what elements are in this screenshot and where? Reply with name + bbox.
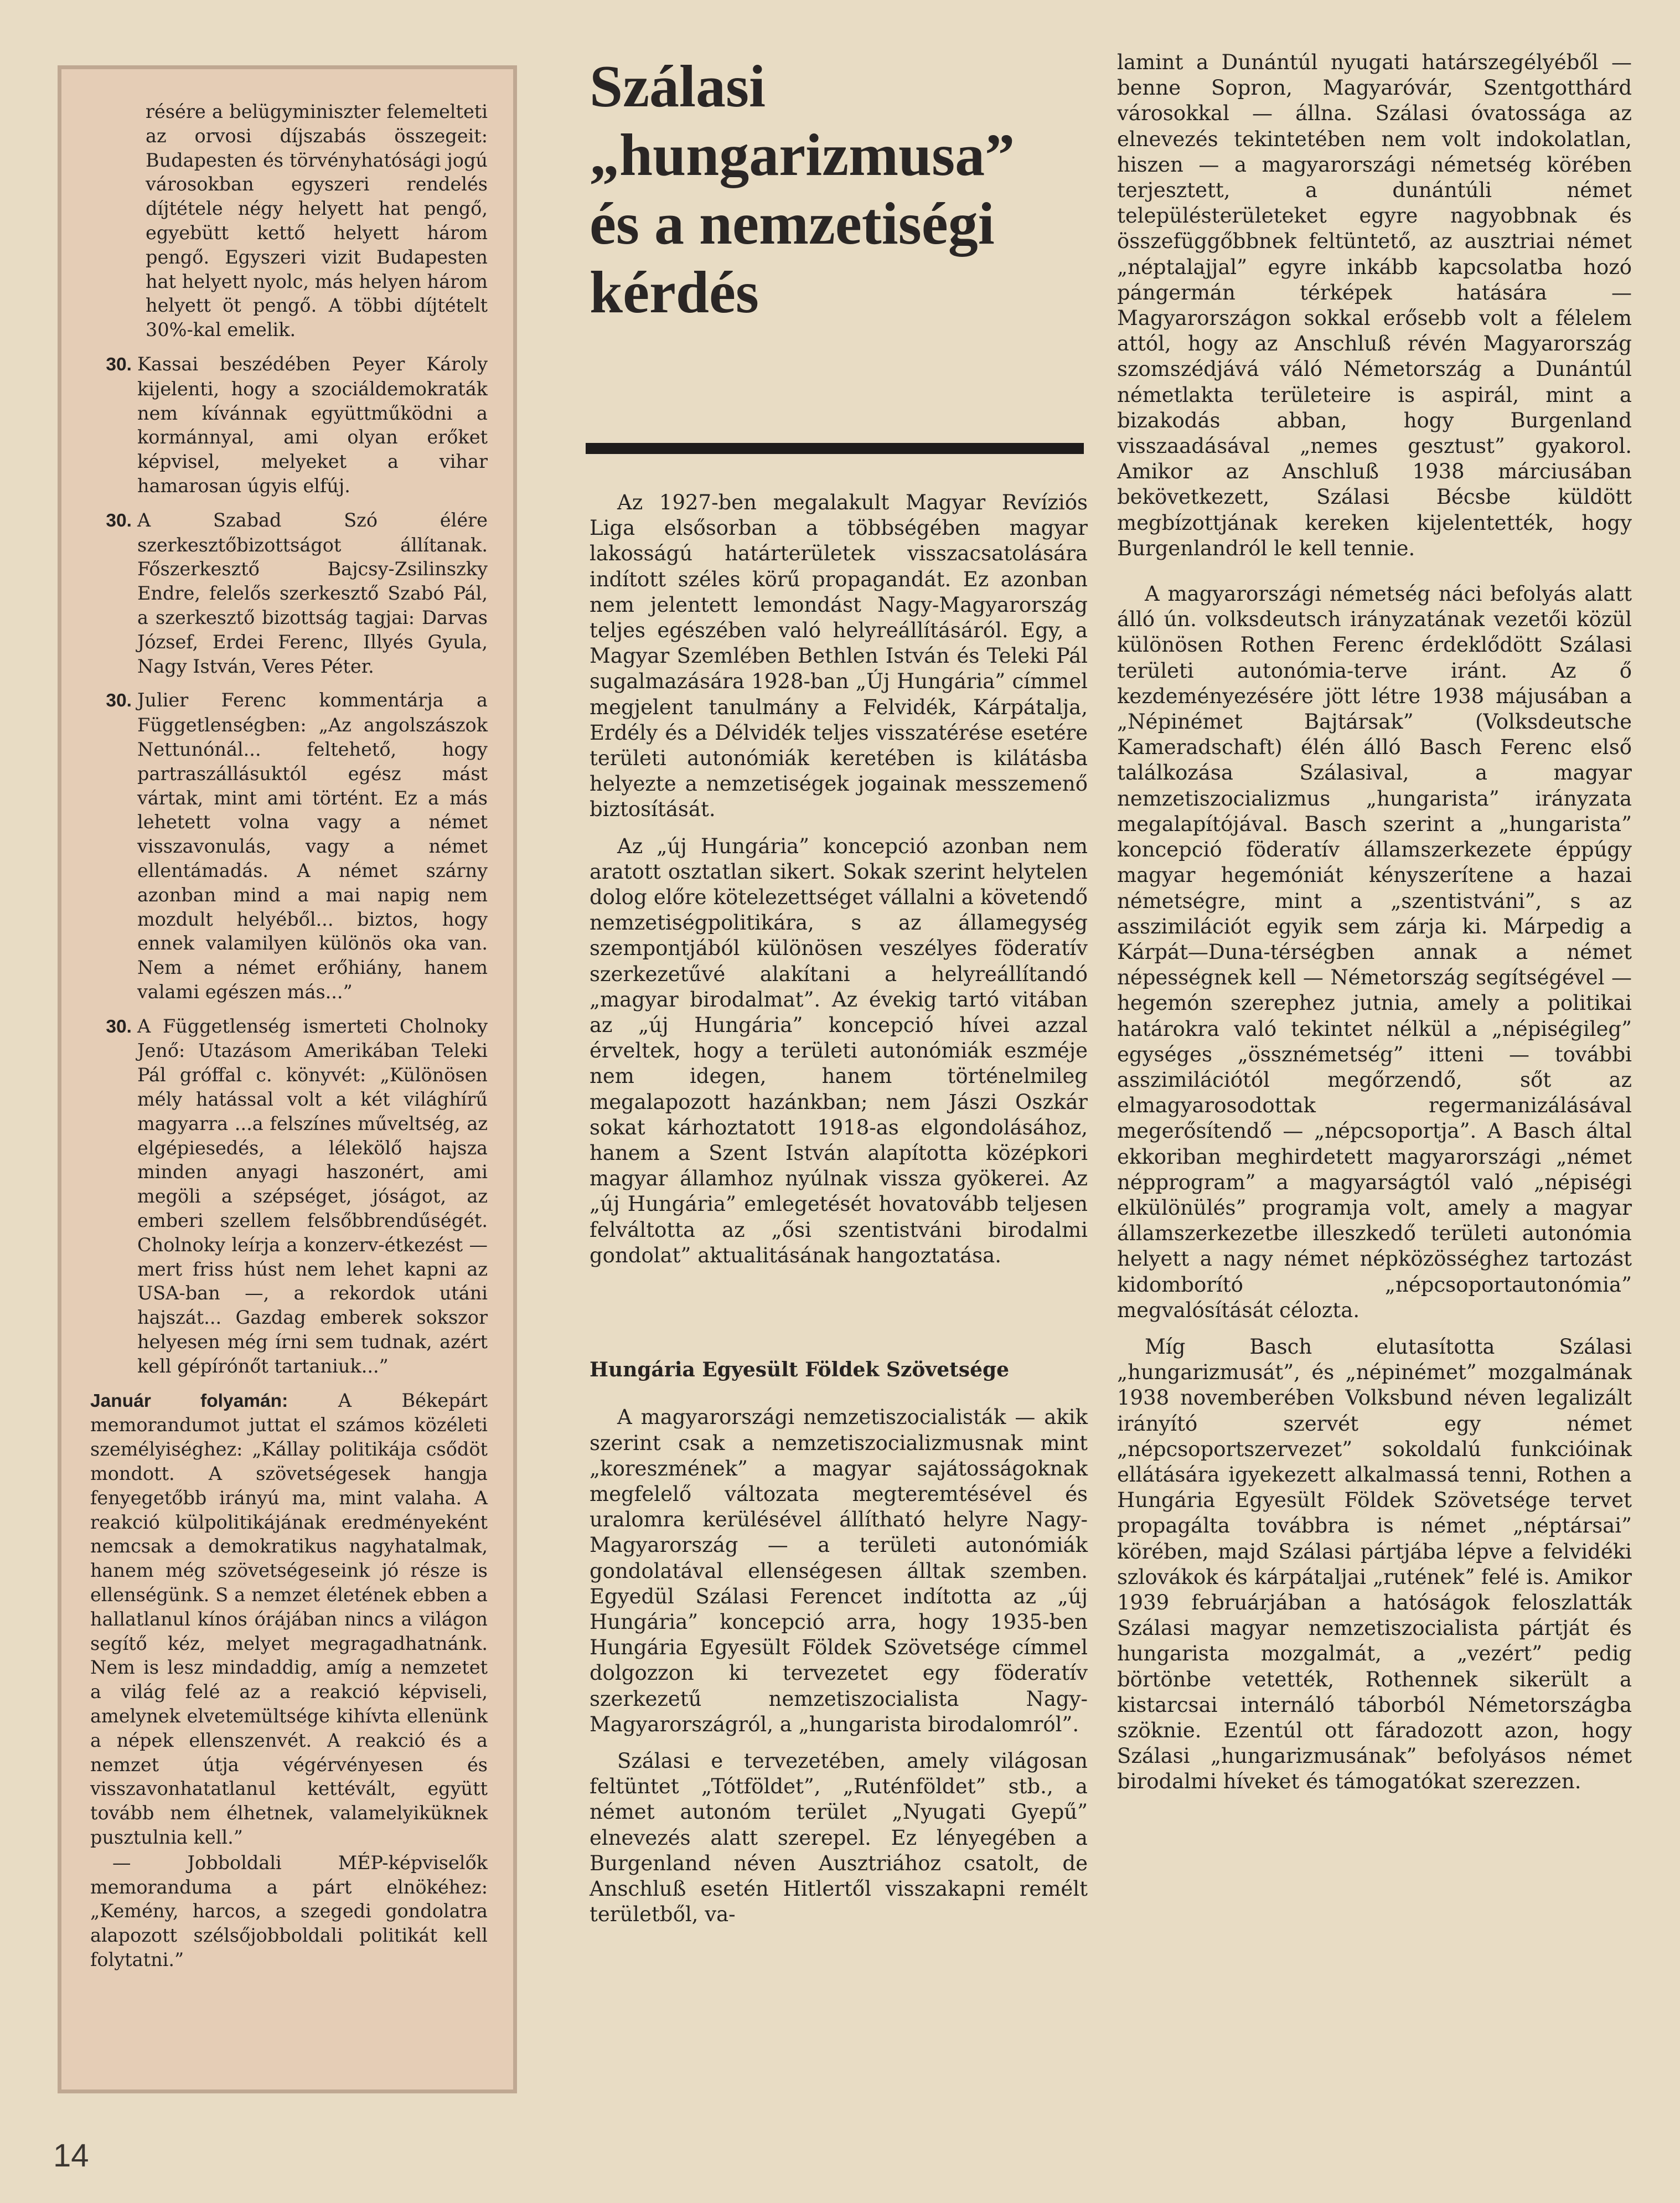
article-column-right bbox=[1117, 50, 1632, 1806]
entry-text: Julier Ferenc kommentárja a Függetlenségben: „Az angolszászok Nettunónál... feltehető, hogy partraszállásuktól egész mást vártak, mint ami történt. Ez a más lehetett volna vagy a német visszavonulás, vagy a német ellentámadás. A német szárny azonban mind a mai napig nem mozdult helyéből... biztos, hogy ennek valamilyen különös oka van. Nem a német erőhiány, hanem valami egészen más...” bbox=[137, 689, 488, 1003]
entry-text: A Szabad Szó élére szerkesztőbizottságot állítanak. Főszerkesztő Bajcsy-Zsilinszky Endre, felelős szerkesztő Szabó Pál, a szerkesztő bizottság tagjai: Darvas József, Erdei Ferenc, Illyés Gyula, Nagy István, Veres Péter. bbox=[137, 509, 488, 677]
period-text: A Békepárt memorandumot juttat el számos közéleti személyiséghez: „Kállay politikája csődöt mondott. A szövetségesek hangja fenyegetőbb irányú ma, mint valaha. A reakció külpolitikájának eredményeként nemcsak a demokratikus nagyhatalmak, hanem még szövetségeseink jó része is ellenségünk. S a nemzet életének ebben a hallatlanul kínos órájában nincs a világon segítő kéz, melyet megragadhatnánk. Nem is lesz mindaddig, amíg a nemzetet a világ felé az a reakció képviseli, amelynek elvetemültsége kihívta ellenünk a népek ellenszenvét. A reakció és a nemzet útja végérvényesen és visszavonhatatlanul kettévált, együtt tovább nem élhetnek, valamelyiküknek pusztulnia kell.” bbox=[90, 1389, 488, 1848]
chronology-entry bbox=[90, 688, 488, 1004]
title-line: és a nemzetiségi bbox=[590, 191, 995, 257]
chronology-entry bbox=[90, 508, 488, 679]
entry-text: A Függetlenség ismerteti Cholnoky Jenő: Utazásom Amerikában Teleki Pál gróffal c. könyvét: „Különösen mély hatással volt a két világhírű magyarra ...a felszínes műveltség, az elgépiesedés, a lélekölő hajsza minden anyagi haszonért, ami megöli a szépséget, jóságot, az emberi szellem felsőbbrendűségét. Cholnoky leírja a konzerv-étkezést — mert friss húst nem lehet kapni az USA-ban —, a rekordok utáni hajszát... Gazdag emberek sokszor helyesen még írni sem tudnak, azért kell gépírónőt tartaniuk...” bbox=[137, 1015, 488, 1377]
entry-text: Kassai beszédében Peyer Károly kijelenti, hogy a szociáldemokraták nem kívánnak együttműködni a kormánnyal, ami olyan erőket képvisel, melyeket a vihar hamarosan úgyis elfúj. bbox=[137, 353, 488, 497]
article-paragraph: Az 1927-ben megalakult Magyar Revíziós Liga elsősorban a többségében magyar lakosságú határterületek visszacsatolására indított széles körű propagandát. Ez azonban nem jelentett lemondást Nagy-Magyarország teljes egészében való helyreállításáról. Egy, a Magyar Szemlében Bethlen István és Teleki Pál sugalmazására 1928-ban „Új Hungária” címmel megjelent tanulmány a Felvidék, Kárpátalja, Erdély és a Délvidék teljes visszatérése esetére területi autonómiák keretében is kilátásba helyezte a nemzetiségek jogainak messzemenő biztosítását. bbox=[590, 491, 1088, 822]
section-subheading: Hungária Egyesült Földek Szövetsége bbox=[590, 1358, 1010, 1382]
page-number: 14 bbox=[53, 2138, 89, 2174]
article-paragraph: Szálasi e tervezetében, amely világosan feltüntet „Tótföldet”, „Ruténföldet” stb., a német autonóm terület „Nyugati Gyepű” elnevezés alatt szerepel. Ez lényegében a Burgenland néven Ausztriához csatolt, de Anschluß esetén Hitlertől visszakapni remélt területből, va- bbox=[590, 1748, 1088, 1927]
period-label: Január folyamán: bbox=[90, 1390, 288, 1411]
article-column-middle bbox=[590, 490, 1088, 1938]
article-paragraph: Az „új Hungária” koncepció azonban nem aratott osztatlan sikert. Sokak szerint helytelen dolog előre kötelezettséget vállalni a követendő nemzetiségpolitikára, s az államegység szempontjából különösen veszélyes föderatív szerkezetűvé alakítani a helyreállítandó „magyar birodalmat”. Az évekig tartó vitában az „új Hungária” koncepció hívei azzal érveltek, hogy a területi autonómiák eszméje nem idegen, hanem történelmileg megalapozott hazánkban; nem Jászi Oszkár sokat kárhoztatott 1918-as elgondolásához, hanem a Szent István alapította középkori magyar államhoz nyúlnak vissza gyökerei. Az „új Hungária” emlegetését hovatovább teljesen felváltotta az „ősi szentistváni birodalmi gondolat” aktualitásának hangoztatása. bbox=[590, 834, 1088, 1267]
chronology-entry bbox=[90, 1014, 488, 1379]
title-line: Szálasi bbox=[590, 54, 766, 120]
article-title bbox=[590, 53, 1077, 327]
article-paragraph: A magyarországi németség náci befolyás alatt álló ún. volksdeutsch irányzatának vezetői közül különösen Rothen Ferenc érdeklődött Szálasi területi autonómia-terve iránt. Az ő kezdeményezésére jött létre 1938 májusában a „Népinémet Bajtársak” (Volksdeutsche Kameradschaft) élén álló Basch Ferenc első találkozása Szálasival, a magyar nemzetiszocializmus „hungarista” irányzata megalapítójával. Basch szerint a „hungarista” koncepció föderatív államszerkezete éppúgy magyar hegemóniát kényszerítene a hazai németségre, mint a „szentistváni”, s az asszimilációt egyik sem zárja ki. Márpedig a Kárpát—Duna-térségben annak a német népességnek kell — Németország segítségével — hegemón szerephez jutnia, amely a politikai határokra való tekintet nélkül a „népiségileg” egységes „össznémetség” itteni — további asszimilációtól megőrzendő, sőt az elmagyarosodottak regermanizálásával megerősítendő — „népcsoportja”. A Basch által ekkoriban meghirdetett magyarországi „német népprogram” a magyarságtól való „népiségi elkülönülés” programja volt, amely a magyar államszerkezetbe illeszkedő területi autonómia helyett a nagy német népközösséghez tartozást kidomborító „népcsoportautonómia” megvalósítását célozta. bbox=[1117, 582, 1632, 1322]
entry-date: 30. bbox=[106, 354, 132, 375]
entry-date: 30. bbox=[106, 690, 132, 711]
article-paragraph: lamint a Dunántúl nyugati határszegélyéből — benne Sopron, Magyaróvár, Szentgotthárd városokkal — állna. Szálasi óvatossága az elnevezés tekintetében nem volt indokolatlan, hiszen — a magyarországi németség körében terjesztett, a dunántúli német településterületeket egyre nagyobbnak és összefüggőbbnek feltüntető, az ausztriai német „néptalajjal” egyre inkább kapcsolatba hozó pángermán térképek hatására — Magyarországon sokkal erősebb volt a félelem attól, hogy az Anschluß révén Magyarország szomszédjává váló Németország a Dunántúl németlakta területeire is aspirál, mint a bizakodás abban, hogy Burgenland visszaadásával „nemes gesztust” gyakorol. Amikor az Anschluß 1938 márciusában bekövetkezett, Szálasi Bécsbe küldött megbízottjának kereken kijelentették, hogy Burgenlandról le kell tennie. bbox=[1117, 50, 1632, 560]
entry-date: 30. bbox=[106, 1016, 132, 1037]
chronology-period-entry bbox=[90, 1389, 488, 1972]
chronology-intro: résére a belügyminiszter felemelteti az orvosi díjszabás összegeit: Budapesten és törvényhatósági jogú városokban egyszeri rendelés díjtétele négy helyett hat pengő, egyebütt kettő helyett három pengő. Egyszeri vizit Budapesten hat helyett nyolc, más helyen három helyett öt pengő. A többi díjtételt 30%-kal emelik. bbox=[146, 101, 488, 341]
chronology-entry bbox=[90, 352, 488, 498]
entry-date: 30. bbox=[106, 510, 132, 531]
article-paragraph: A magyarországi nemzetiszocialisták — akik szerint csak a nemzetiszocializmusnak mint „koreszmének” a magyar sajátosságoknak megfelelő változata megteremtésével és uralomra kerülésével állítható helyre Nagy-Magyarország — a területi autonómiák gondolatával ellenségesen álltak szemben. Egyedül Szálasi Ferencet indította az „új Hungária” koncepció arra, hogy 1935-ben Hungária Egyesült Földek Szövetsége címmel dolgozzon ki tervezetet egy föderatív szerkezetű nemzetiszocialista Nagy-Magyarországról, a „hungarista birodalomról”. bbox=[590, 1405, 1088, 1736]
period-text-2: — Jobboldali MÉP-képviselők memoranduma a párt elnökéhez: „Kemény, harcos, a szegedi gondolatra alapozott szélsőjobboldali politikát kell folytatni.” bbox=[90, 1851, 488, 1970]
chronology-box bbox=[58, 65, 517, 2093]
title-line: kérdés bbox=[590, 260, 759, 326]
title-line: „hungarizmusa” bbox=[590, 122, 1015, 188]
title-divider bbox=[586, 443, 1084, 454]
article-paragraph: Míg Basch elutasította Szálasi „hungarizmusát”, és „népinémet” mozgalmának 1938 novemberében Volksbund néven legalizált irányító szervét egy német „népcsoportszervezet” sokoldalú funkcióinak ellátására igyekezett alkalmassá tenni, Rothen a Hungária Egyesült Földek Szövetsége tervet propagálta továbbra is német „néptársai” körében, majd Szálasi pártjába lépve a felvidéki szlovákok és kárpátaljai „ruténekˮ felé is. Amikor 1939 februárjában a hatóságok feloszlatták Szálasi magyar nemzetiszocialista pártját és hungarista mozgalmát, a „vezért” pedig börtönbe vetették, Rothennek sikerült a kistarcsai internáló táborból Németországba szöknie. Ezentúl ott fáradozott azon, hogy Szálasi „hungarizmusának” befolyásos német birodalmi híveket és támogatókat szerezzen. bbox=[1117, 1334, 1632, 1794]
